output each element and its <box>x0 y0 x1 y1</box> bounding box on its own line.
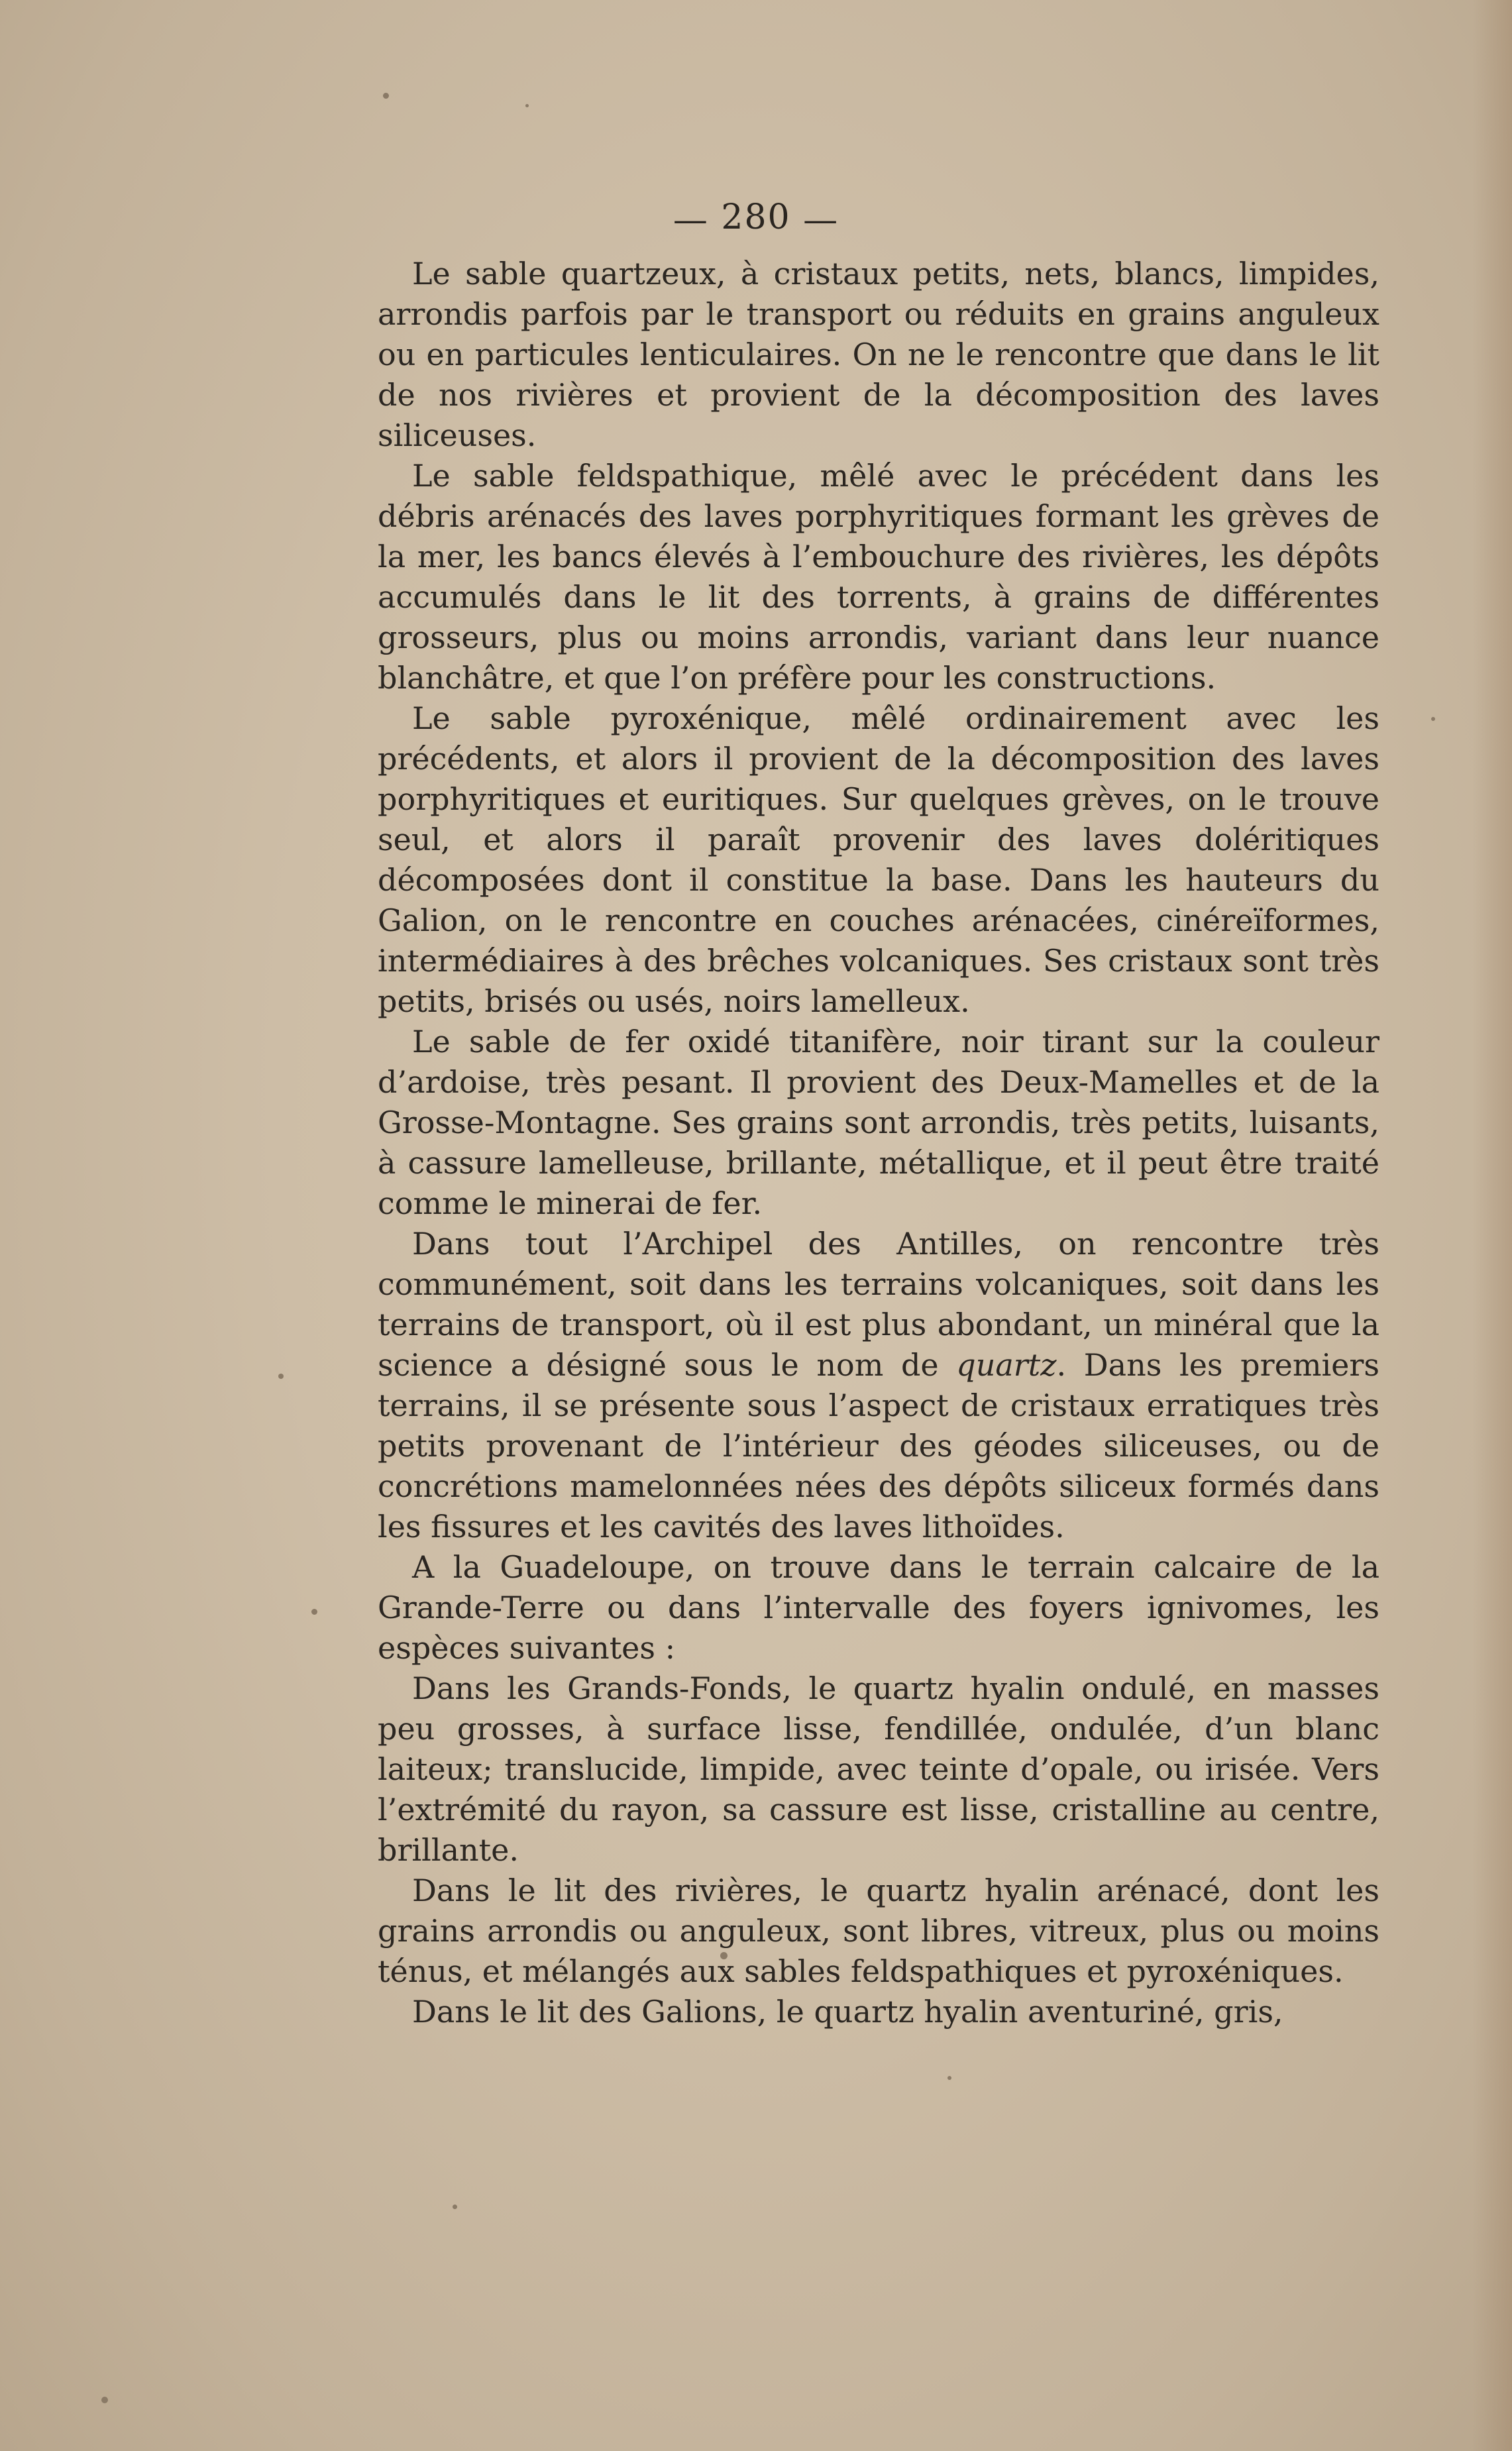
paper-speck <box>311 1609 317 1615</box>
header-dash-right: — <box>803 199 839 240</box>
page-edge-shadow <box>1472 0 1512 2451</box>
body-text <box>378 254 1379 2032</box>
page-number-header <box>0 197 1512 240</box>
paper-speck <box>101 2397 108 2403</box>
paper-speck <box>947 2076 951 2080</box>
paper-speck <box>278 1374 284 1379</box>
page-number: 280 <box>721 197 791 237</box>
header-dash-left: — <box>673 199 709 240</box>
paper-speck <box>383 93 389 99</box>
paper-speck <box>525 104 529 107</box>
paragraph-sable-pyroxenique: Le sable pyroxénique, mêlé ordinairement avec les précédents, et alors il provient de la décomposition des laves porphyritiques et euritiques. Sur quelques grèves, on le trouve seul, et alors il paraît provenir des laves doléritiques décomposées dont il constitue la base. Dans les hauteurs du Galion, on le rencontre en couches arénacées, cinéreïformes, intermédiaires à des brêches volcaniques. Ses cristaux sont très petits, brisés ou usés, noirs lamelleux. <box>378 700 1379 1019</box>
paragraph-sable-quartzeux: Le sable quartzeux, à cristaux petits, nets, blancs, limpides, arrondis parfois par le transport ou réduits en grains anguleux ou en particules lenticulaires. On ne le rencontre que dans le lit de nos rivières et provient de la décomposition des laves siliceuses. <box>378 256 1379 453</box>
paragraph-grands-fonds: Dans les Grands-Fonds, le quartz hyalin ondulé, en masses peu grosses, à surface lisse, fendillée, ondulée, d’un blanc laiteux; translucide, limpide, avec teinte d’opale, ou irisée. Vers l’extrémité du rayon, sa cassure est lisse, cristalline au centre, brillante. <box>378 1670 1379 1868</box>
paragraph-sable-fer-oxide: Le sable de fer oxidé titanifère, noir tirant sur la couleur d’ardoise, très pesant. Il provient des Deux-Mamelles et de la Grosse-Montagne. Ses grains sont arrondis, très petits, luisants, à cassure lamelleuse, brillante, métallique, et il peut être traité comme le minerai de fer. <box>378 1024 1379 1221</box>
paragraph-text: Dans tout l’Archipel des Antilles, on rencontre très communément, soit dans les terrains volcaniques, soit dans les terrains de transport, où il est plus abondant, un minéral que la science a désigné sous le nom de <box>378 1226 1379 1383</box>
paper-speck <box>1431 717 1435 721</box>
paragraph-sable-feldspathique: Le sable feldspathique, mêlé avec le précédent dans les débris arénacés des laves porphyritiques formant les grèves de la mer, les bancs élevés à l’embouchure des rivières, les dépôts accumulés dans le lit des torrents, à grains de différentes grosseurs, plus ou moins arrondis, variant dans leur nuance blanchâtre, et que l’on préfère pour les constructions. <box>378 458 1379 696</box>
italic-term: quartz <box>956 1347 1057 1383</box>
paragraph-text: . Dans les premiers terrains, il se présente sous l’aspect de cristaux erratiques très petits provenant de l’intérieur des géodes siliceuses, ou de concrétions mamelonnées nées des dépôts siliceux formés dans les fissures et les cavités des laves lithoïdes. <box>378 1347 1379 1545</box>
paragraph-archipel-antilles <box>378 1224 1379 1547</box>
paper-speck <box>453 2205 457 2209</box>
paragraph-lit-galions: Dans le lit des Galions, le quartz hyalin aventuriné, gris, <box>412 1994 1283 2030</box>
paragraph-lit-rivieres: Dans le lit des rivières, le quartz hyalin arénacé, dont les grains arrondis ou anguleux, sont libres, vitreux, plus ou moins ténus, et mélangés aux sables feldspathiques et pyroxéniques. <box>378 1873 1379 1989</box>
paragraph-guadeloupe: A la Guadeloupe, on trouve dans le terrain calcaire de la Grande-Terre ou dans l’intervalle des foyers ignivomes, les espèces suivantes : <box>378 1549 1379 1666</box>
